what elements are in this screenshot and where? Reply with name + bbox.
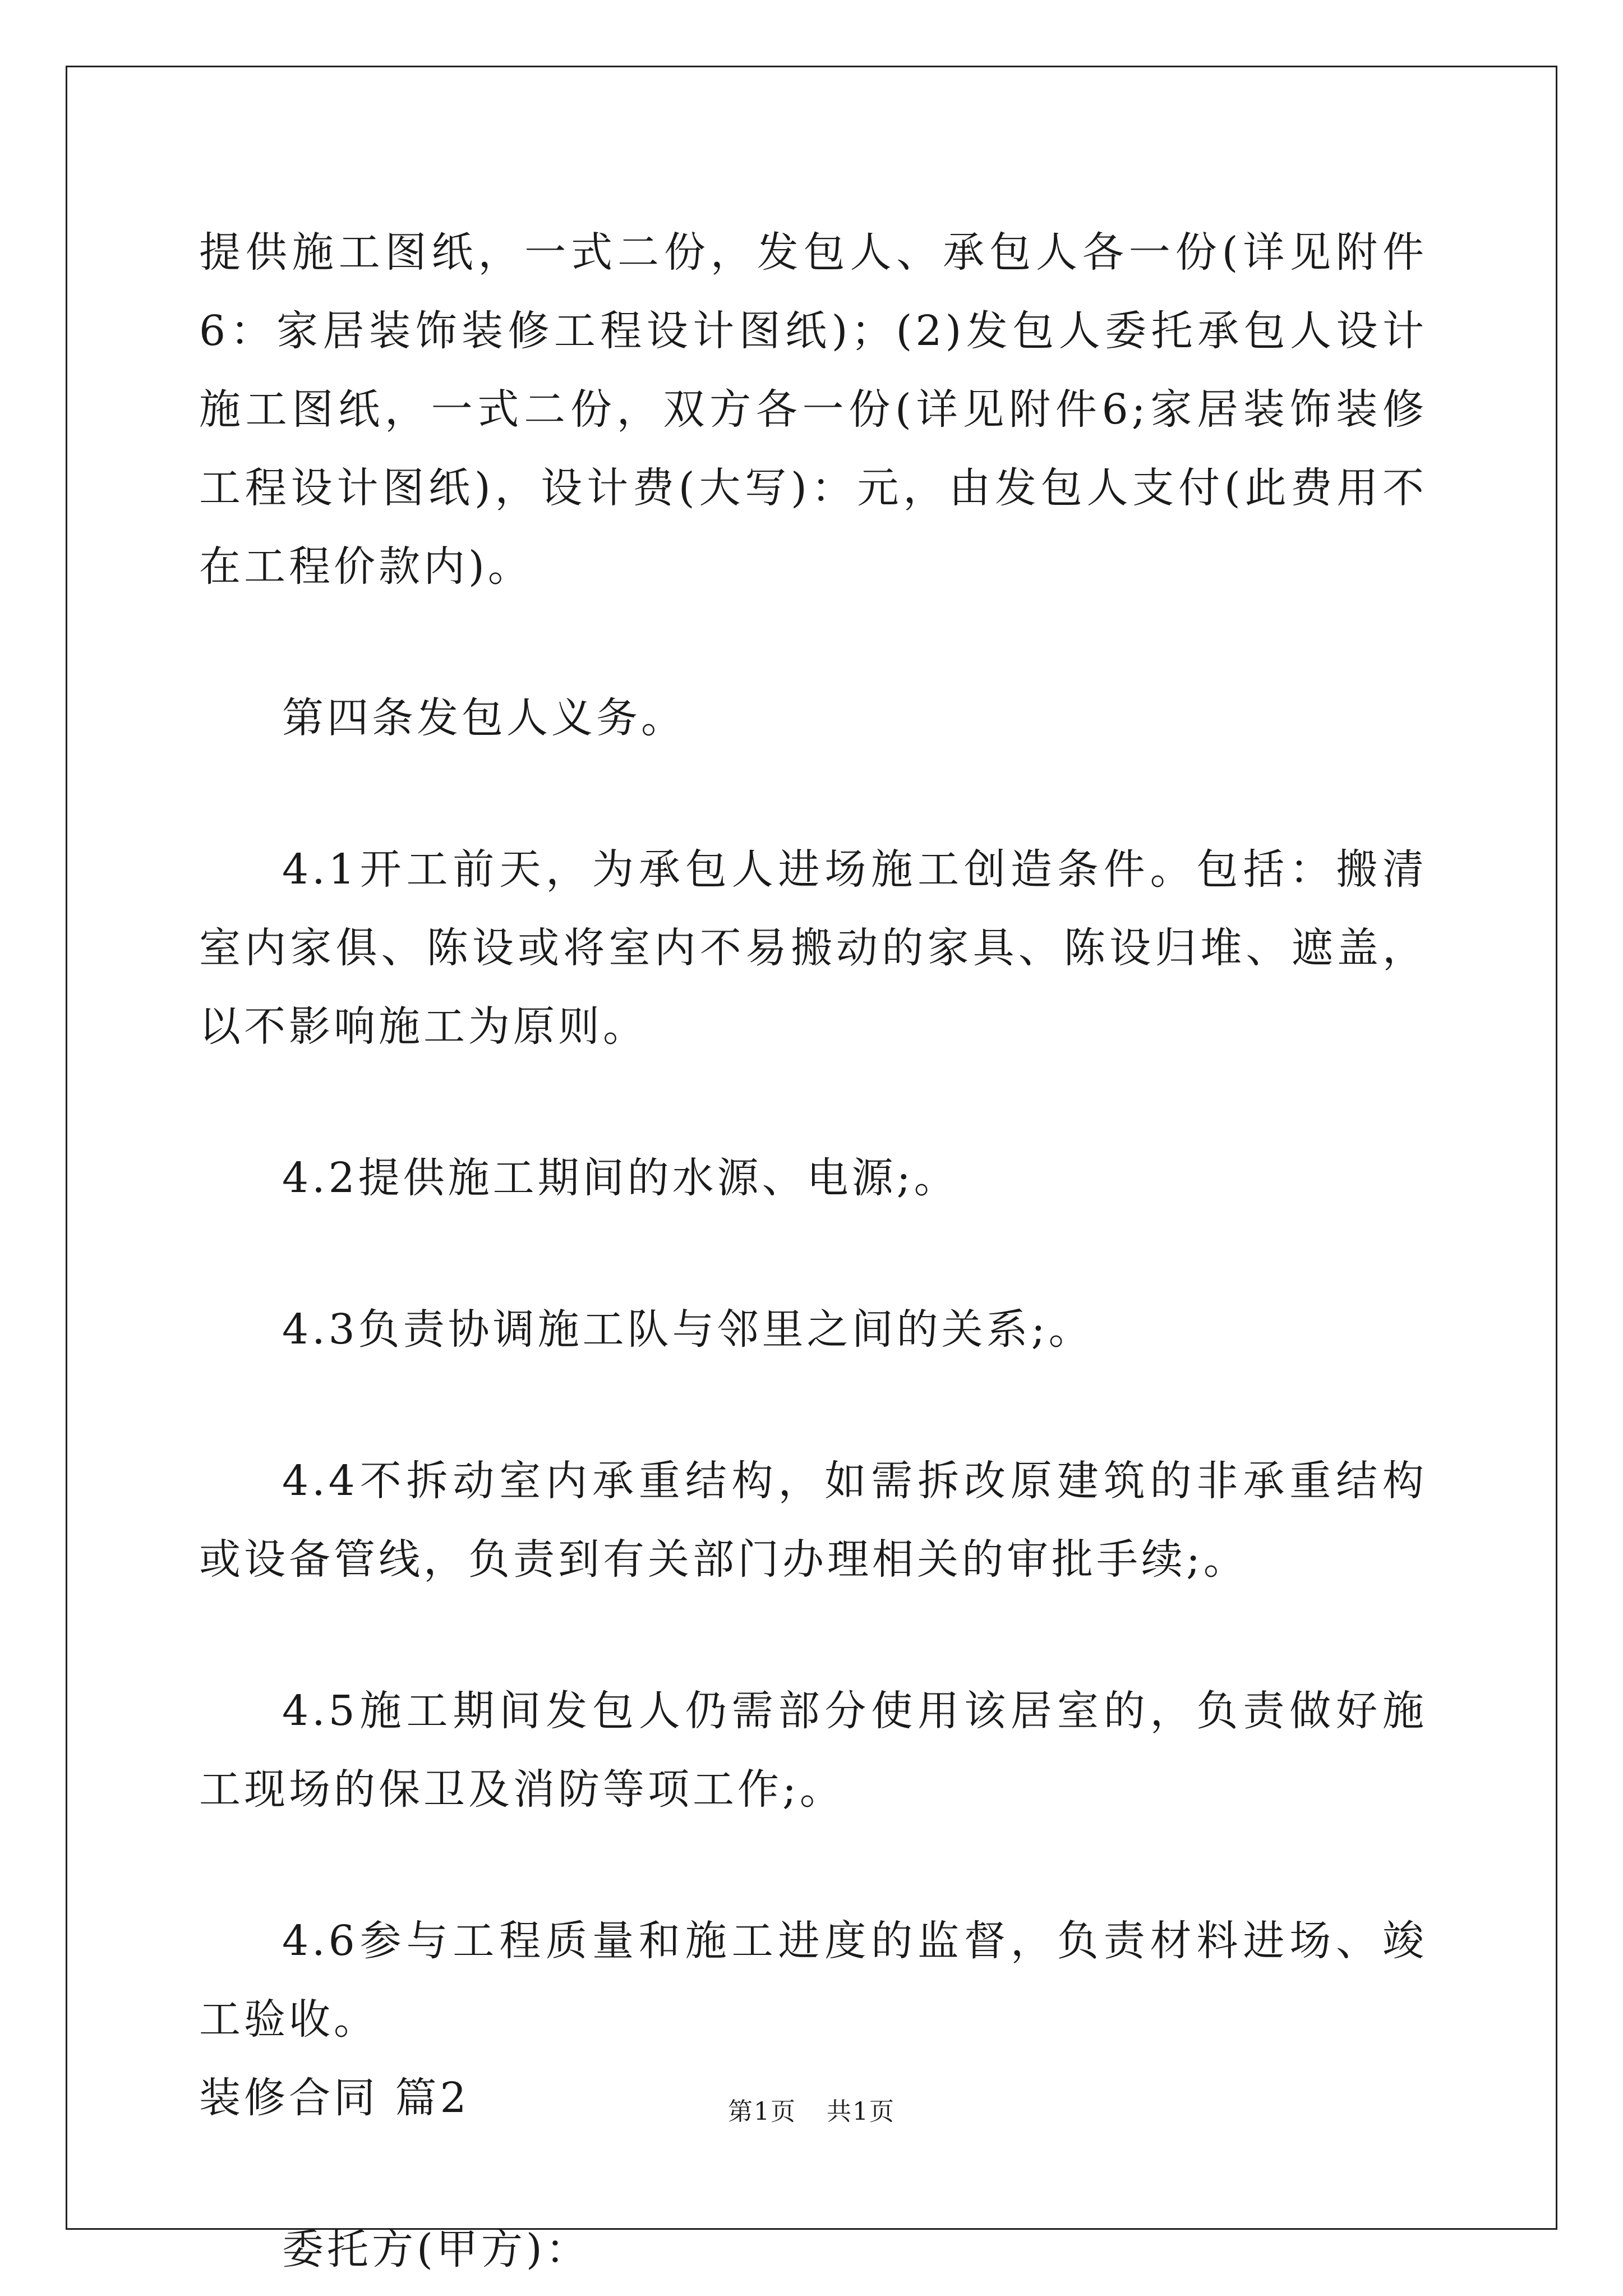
page-footer <box>0 2095 1623 2129</box>
document-body <box>199 213 1427 2289</box>
paragraph-drawings: 提供施工图纸，一式二份，发包人、承包人各一份(详见附件6：家居装饰装修工程设计图纸)；(2)发包人委托承包人设计施工图纸，一式二份，双方各一份(详见附件6;家居装饰装修工程设计图纸)，设计费(大写)：元，由发包人支付(此费用不在工程价款内)。 <box>199 228 1427 591</box>
section-title-contract-2: 装修合同 篇2 <box>199 2074 470 2122</box>
paragraph-clause-4-5: 4.5施工期间发包人仍需部分使用该居室的，负责做好施工现场的保卫及消防等项工作;。 <box>199 1687 1427 1814</box>
paragraph-clause-4-2: 4.2提供施工期间的水源、电源;。 <box>282 1154 959 1202</box>
paragraph-clause-4-1: 4.1开工前天，为承包人进场施工创造条件。包括：搬清室内家俱、陈设或将室内不易搬动的家具、陈设归堆、遮盖，以不影响施工为原则。 <box>199 845 1427 1051</box>
page-number: 第1页 <box>728 2097 796 2126</box>
paragraph-clause-4-4: 4.4不拆动室内承重结构，如需拆改原建筑的非承重结构或设备管线，负责到有关部门办理相关的审批手续;。 <box>199 1457 1427 1584</box>
paragraph-client-party-a: 委托方(甲方)： <box>282 2225 591 2274</box>
paragraph-article-four-heading: 第四条发包人义务。 <box>282 694 686 742</box>
page-total: 共1页 <box>827 2097 895 2126</box>
paragraph-clause-4-3: 4.3负责协调施工队与邻里之间的关系;。 <box>282 1305 1094 1354</box>
paragraph-clause-4-6: 4.6参与工程质量和施工进度的监督，负责材料进场、竣工验收。 <box>199 1917 1427 2044</box>
